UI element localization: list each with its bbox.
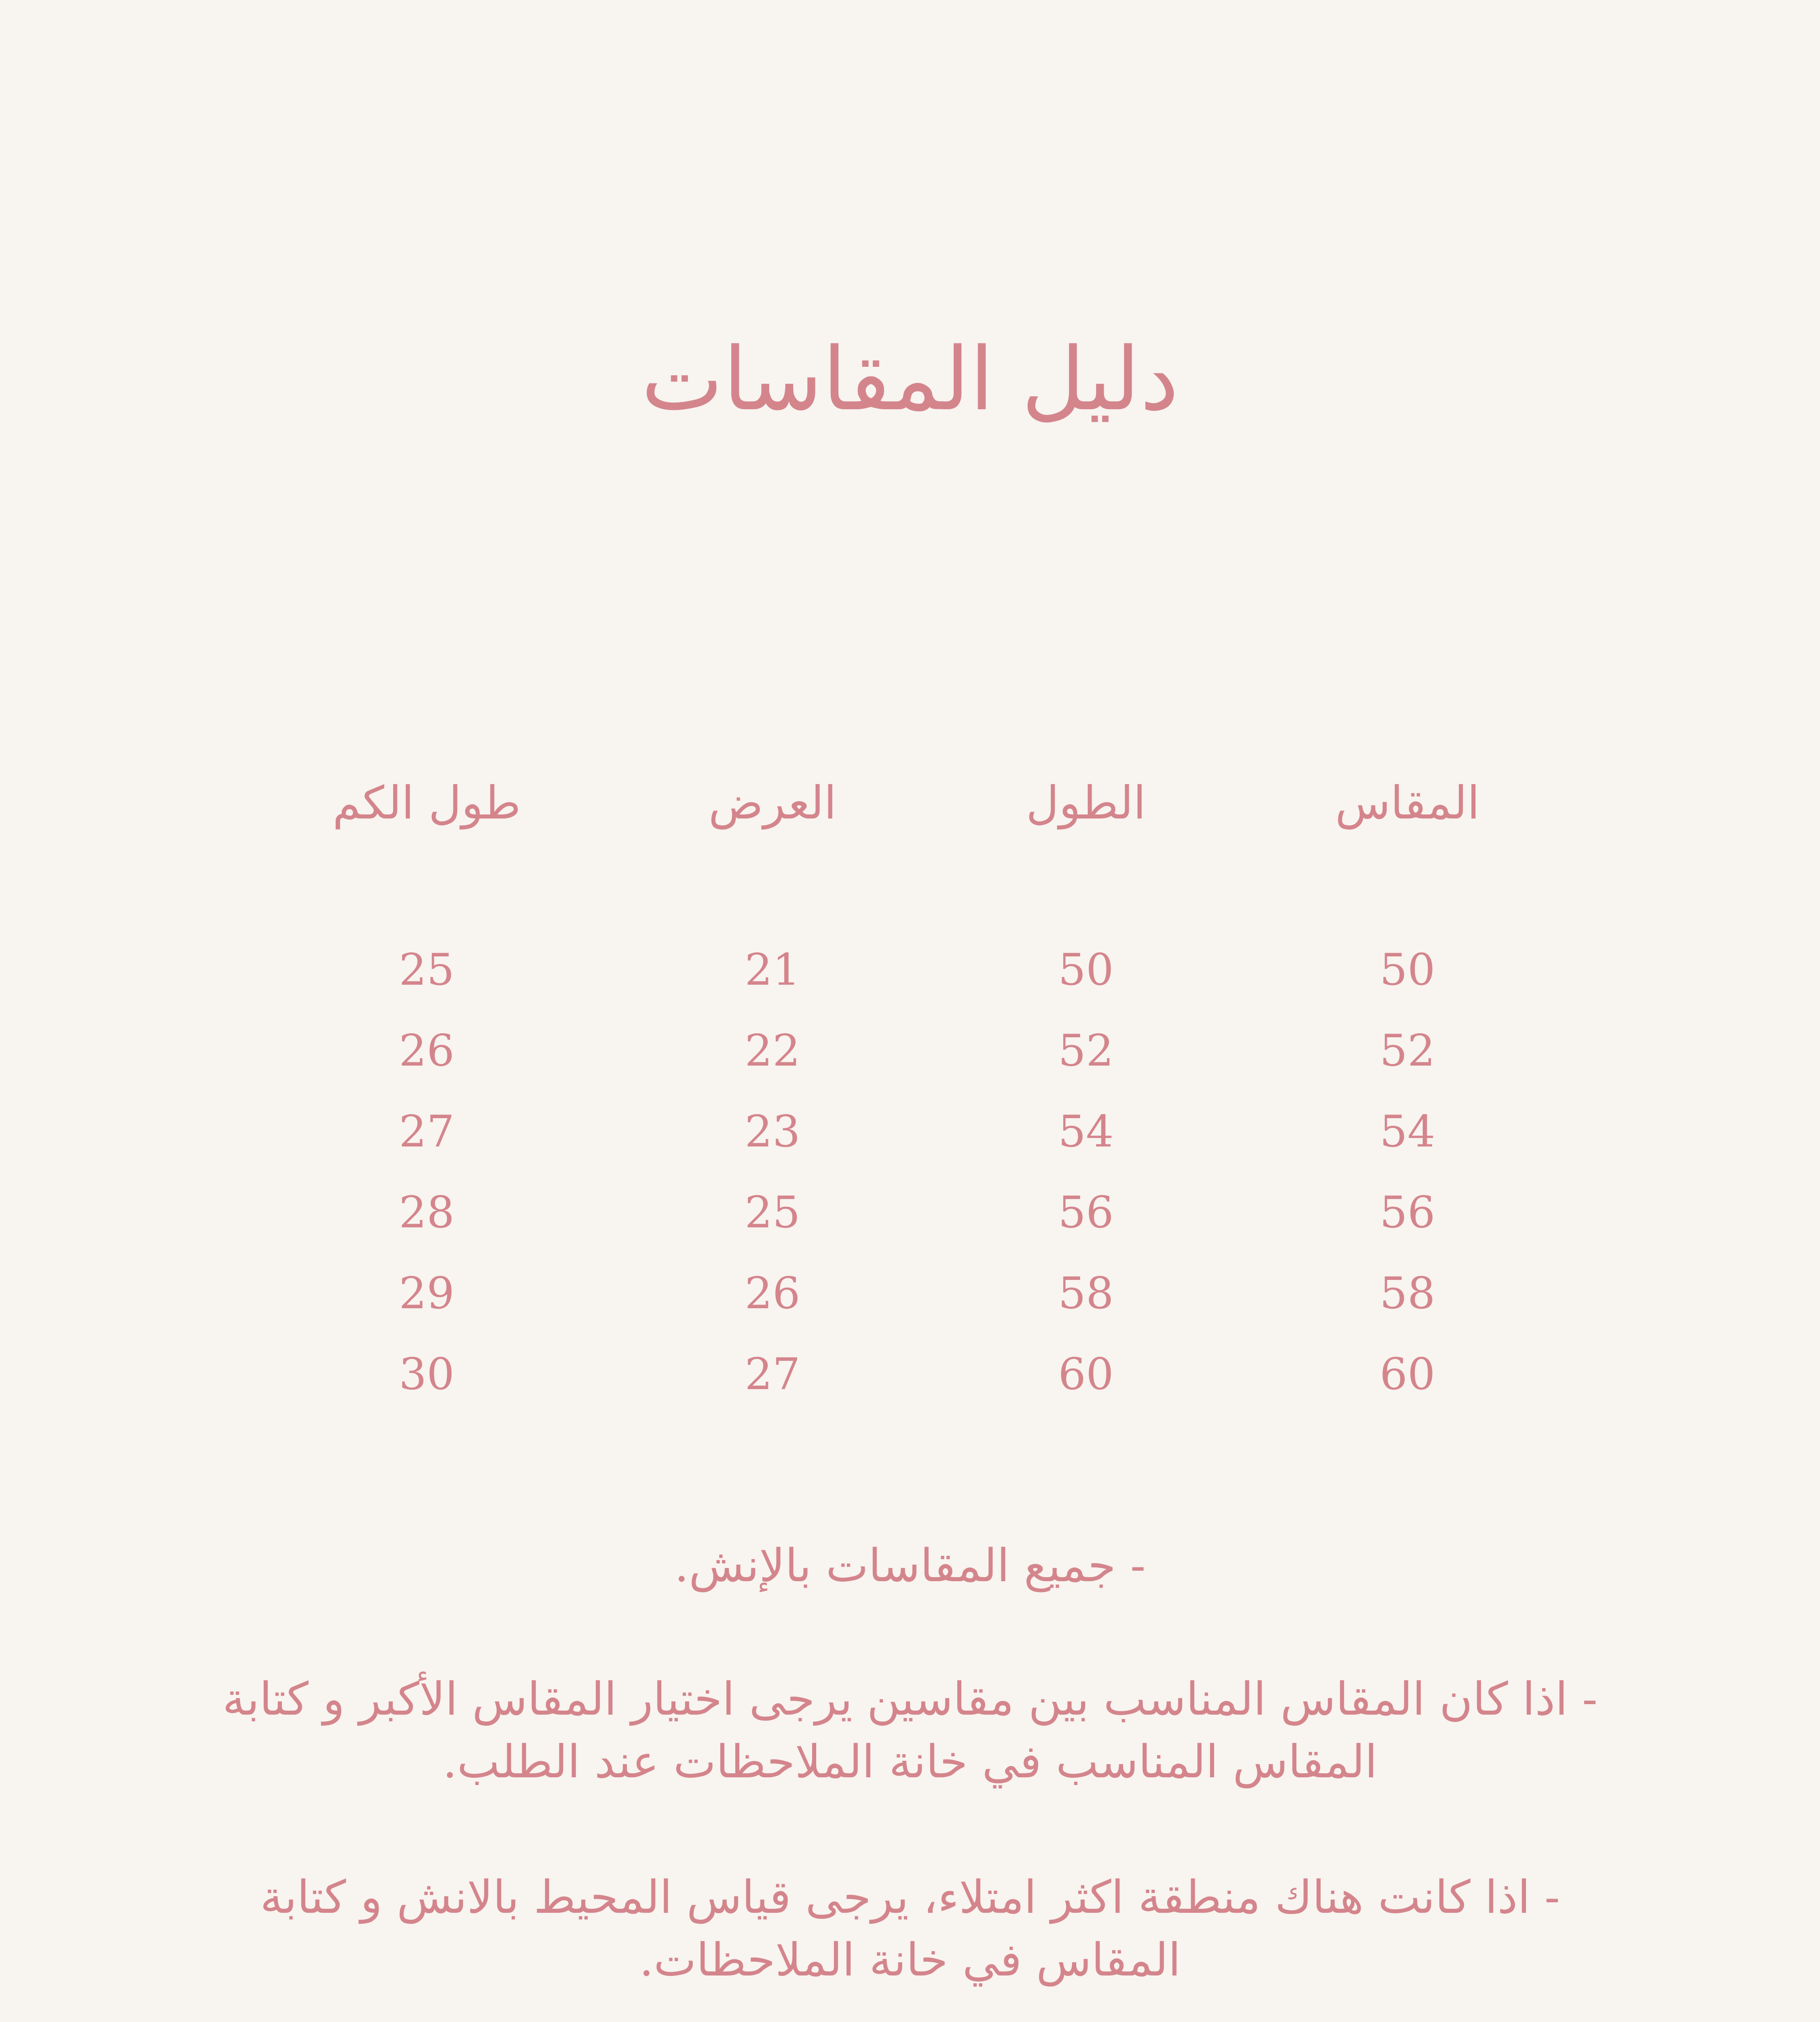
table-cell: 52 [1380, 1026, 1435, 1076]
table-cell: 56 [1058, 1187, 1114, 1238]
table-cell: 54 [1380, 1106, 1435, 1157]
table-cell: 25 [399, 945, 455, 995]
table-cell: 56 [1380, 1187, 1435, 1238]
table-cell: 60 [1380, 1349, 1435, 1400]
table-cell: 27 [399, 1106, 455, 1157]
table-cell: 58 [1380, 1268, 1435, 1319]
table-cell: 25 [745, 1187, 800, 1238]
page-title: دليل المقاسات [641, 328, 1179, 430]
table-cell: 50 [1380, 945, 1435, 995]
note-inches: - جميع المقاسات بالإنش. [674, 1540, 1146, 1592]
table-cell: 23 [745, 1106, 800, 1157]
note-between-sizes: - اذا كان المقاس المناسب بين مقاسين يرجى اختيار المقاس الأكبر و كتابة المقاس المناسب في خانة الملاحظات عند الطلب. [222, 1673, 1598, 1788]
table-cell: 60 [1058, 1349, 1114, 1400]
header-sleeve-length: طول الكم [332, 777, 521, 829]
table-cell: 28 [399, 1187, 455, 1238]
table-cell: 58 [1058, 1268, 1114, 1319]
table-cell: 22 [745, 1026, 800, 1076]
table-cell: 29 [399, 1268, 455, 1319]
header-width: العرض [708, 777, 837, 829]
header-size: المقاس [1335, 777, 1480, 829]
table-cell: 27 [745, 1349, 800, 1400]
table-cell: 54 [1058, 1106, 1114, 1157]
header-length: الطول [1026, 777, 1146, 829]
table-cell: 26 [399, 1026, 455, 1076]
table-cell: 30 [399, 1349, 455, 1400]
note-fuller-area: - اذا كانت هناك منطقة اكثر امتلاء، يرجى قياس المحيط بالانش و كتابة المقاس في خانة الملاحظات. [260, 1871, 1560, 1986]
table-cell: 52 [1058, 1026, 1114, 1076]
table-cell: 26 [745, 1268, 800, 1319]
table-cell: 21 [745, 945, 800, 995]
table-cell: 50 [1058, 945, 1114, 995]
